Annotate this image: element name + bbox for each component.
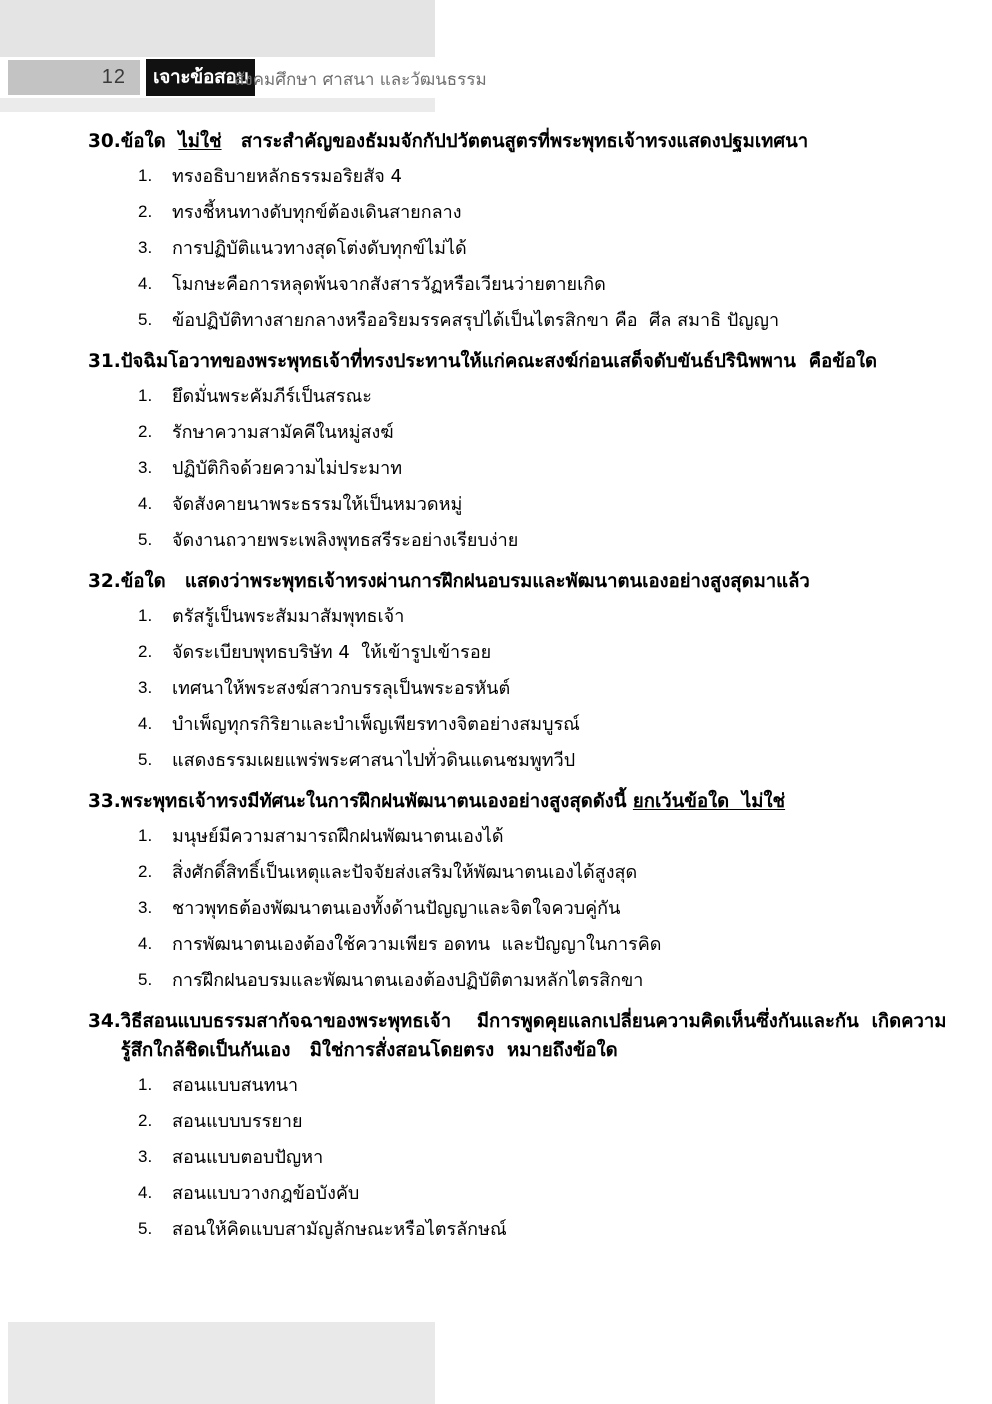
option-item[interactable] [0, 419, 992, 446]
option-item[interactable] [0, 1144, 992, 1171]
question [0, 348, 992, 554]
option-item[interactable] [0, 675, 992, 702]
book-logo-label: เจาะข้อสอบ [153, 66, 249, 88]
option-number: 4. [138, 494, 153, 514]
option-number: 1. [138, 386, 153, 406]
option-text: การฝึกฝนอบรมและพัฒนาตนเองต้องปฏิบัติตามหลักไตรสิกขา [172, 970, 644, 992]
option-item[interactable] [0, 711, 992, 738]
question-text-emphasis: ยกเว้นข้อใด ไม่ใช่ [632, 791, 786, 813]
option-number: 3. [138, 898, 153, 918]
option-number: 1. [138, 1074, 153, 1094]
option-number: 5. [138, 530, 153, 550]
option-number: 1. [138, 166, 153, 186]
question [0, 568, 992, 774]
option-number: 3. [138, 678, 153, 698]
option-item[interactable] [0, 455, 992, 482]
option-item[interactable] [0, 199, 992, 226]
question-heading [0, 568, 992, 596]
question-number: 31. [88, 351, 121, 373]
option-text: บำเพ็ญทุกรกิริยาและบำเพ็ญเพียรทางจิตอย่างสมบูรณ์ [172, 714, 580, 736]
header-band-upper [0, 0, 435, 57]
question-number: 33. [88, 791, 121, 813]
option-text: จัดระเบียบพุทธบริษัท 4 ให้เข้ารูปเข้ารอย [172, 642, 492, 664]
option-text: สอนแบบสนทนา [172, 1074, 299, 1096]
question-text [121, 128, 952, 156]
question-number: 32. [88, 571, 121, 593]
option-text: ตรัสรู้เป็นพระสัมมาสัมพุทธเจ้า [172, 606, 405, 628]
option-list [0, 383, 992, 554]
option-text: จัดงานถวายพระเพลิงพุทธสรีระอย่างเรียบง่าย [172, 530, 519, 552]
option-text: ทรงชี้หนทางดับทุกข์ต้องเดินสายกลาง [172, 202, 462, 224]
option-item[interactable] [0, 931, 992, 958]
option-item[interactable] [0, 235, 992, 262]
option-text: การปฏิบัติแนวทางสุดโต่งดับทุกข์ไม่ได้ [172, 238, 467, 260]
header-subtitle: สังคมศึกษา ศาสนา และวัฒนธรรม [234, 70, 487, 90]
option-item[interactable] [0, 491, 992, 518]
option-text: เทศนาให้พระสงฆ์สาวกบรรลุเป็นพระอรหันต์ [172, 678, 511, 700]
option-number: 1. [138, 606, 153, 626]
question-text [121, 568, 952, 596]
question-number: 30. [88, 131, 121, 152]
option-text: สอนแบบตอบปัญหา [172, 1146, 324, 1168]
option-item[interactable] [0, 307, 992, 334]
option-item[interactable] [0, 1072, 992, 1099]
question [0, 128, 992, 334]
question-text-segment: ข้อใด แสดงว่าพระพุทธเจ้าทรงผ่านการฝึกฝนอบรมและพัฒนาตนเองอย่างสูงสุดมาแล้ว [120, 571, 810, 593]
option-number: 3. [138, 458, 153, 478]
option-item[interactable] [0, 639, 992, 666]
option-text: สอนแบบวางกฎข้อบังคับ [172, 1182, 360, 1204]
question-text [121, 348, 952, 376]
question-heading [0, 128, 992, 156]
option-text: จัดสังคายนาพระธรรมให้เป็นหมวดหมู่ [172, 494, 463, 516]
question-text-segment: สาระสำคัญของธัมมจักกัปปวัตตนสูตรที่พระพุทธเจ้าทรงแสดงปฐมเทศนา [221, 131, 809, 152]
option-text: มนุษย์มีความสามารถฝึกฝนพัฒนาตนเองได้ [172, 826, 504, 848]
option-text: ข้อปฏิบัติทางสายกลางหรืออริยมรรคสรุปได้เป็นไตรสิกขา คือ ศีล สมาธิ ปัญญา [172, 310, 780, 332]
option-number: 5. [138, 970, 153, 990]
option-text: ยึดมั่นพระคัมภีร์เป็นสรณะ [172, 386, 372, 408]
question-text-segment: ปัจฉิมโอวาทของพระพุทธเจ้าที่ทรงประทานให้แก่คณะสงฆ์ก่อนเสด็จดับขันธ์ปรินิพพาน คือข้อใด [120, 351, 878, 373]
option-item[interactable] [0, 1180, 992, 1207]
option-item[interactable] [0, 895, 992, 922]
option-item[interactable] [0, 823, 992, 850]
option-item[interactable] [0, 967, 992, 994]
option-item[interactable] [0, 859, 992, 886]
option-number: 2. [138, 862, 153, 882]
option-number: 1. [138, 826, 153, 846]
question-text-segment: ข้อใด [120, 131, 179, 152]
option-item[interactable] [0, 1108, 992, 1135]
option-number: 4. [138, 934, 153, 954]
question-text-emphasis: ไม่ใช่ [178, 131, 222, 152]
option-text: สิ่งศักดิ์สิทธิ์เป็นเหตุและปัจจัยส่งเสริมให้พัฒนาตนเองได้สูงสุด [172, 862, 638, 884]
option-number: 4. [138, 1182, 153, 1202]
option-item[interactable] [0, 163, 992, 190]
question-list [0, 128, 992, 1257]
option-item[interactable] [0, 527, 992, 554]
option-number: 4. [138, 274, 153, 294]
option-text: สอนแบบบรรยาย [172, 1110, 303, 1132]
option-number: 2. [138, 1110, 153, 1130]
option-text: ชาวพุทธต้องพัฒนาตนเองทั้งด้านปัญญาและจิตใจควบคู่กัน [172, 898, 621, 920]
option-text: โมกษะคือการหลุดพ้นจากสังสารวัฏหรือเวียนว่ายตายเกิด [172, 274, 606, 296]
question-text-segment: วิธีสอนแบบธรรมสากัจฉาของพระพุทธเจ้า มีการพูดคุยแลกเปลี่ยนความคิดเห็นซึ่งกันและกัน เกิดความรู้สึกใกล้ชิดเป็นกันเอง มิใช่การสั่งสอนโดยตรง หมายถึงข้อใด [120, 1011, 947, 1061]
page-number: 12 [101, 66, 126, 88]
option-number: 5. [138, 310, 153, 330]
option-item[interactable] [0, 383, 992, 410]
question-text [121, 788, 952, 816]
option-text: ทรงอธิบายหลักธรรมอริยสัจ 4 [172, 166, 402, 188]
question [0, 1008, 992, 1242]
option-list [0, 163, 992, 334]
footer-band [8, 1322, 435, 1404]
header-band-lower [0, 98, 435, 112]
option-text: สอนให้คิดแบบสามัญลักษณะหรือไตรลักษณ์ [172, 1218, 507, 1240]
option-item[interactable] [0, 747, 992, 774]
option-text: แสดงธรรมเผยแพร่พระศาสนาไปทั่วดินแดนชมพูทวีป [172, 750, 576, 772]
option-text: รักษาความสามัคคีในหมู่สงฆ์ [172, 422, 394, 444]
option-list [0, 823, 992, 994]
option-number: 5. [138, 750, 153, 770]
question-number: 34. [88, 1011, 121, 1033]
question-heading [0, 788, 992, 816]
option-text: ปฏิบัติกิจด้วยความไม่ประมาท [172, 458, 403, 480]
option-number: 2. [138, 642, 153, 662]
page-number-block [8, 60, 140, 95]
option-item[interactable] [0, 271, 992, 298]
option-text: การพัฒนาตนเองต้องใช้ความเพียร อดทน และปัญญาในการคิด [172, 934, 662, 956]
question [0, 788, 992, 994]
option-item[interactable] [0, 1216, 992, 1243]
option-number: 3. [138, 238, 153, 258]
option-list [0, 603, 992, 774]
option-number: 4. [138, 714, 153, 734]
option-list [0, 1072, 992, 1243]
question-heading [0, 1008, 992, 1064]
question-text [121, 1008, 952, 1064]
option-number: 2. [138, 202, 153, 222]
question-heading [0, 348, 992, 376]
option-number: 2. [138, 422, 153, 442]
option-number: 5. [138, 1218, 153, 1238]
question-text-segment: พระพุทธเจ้าทรงมีทัศนะในการฝึกฝนพัฒนาตนเองอย่างสูงสุดดังนี้ [120, 791, 633, 813]
option-item[interactable] [0, 603, 992, 630]
option-number: 3. [138, 1146, 153, 1166]
